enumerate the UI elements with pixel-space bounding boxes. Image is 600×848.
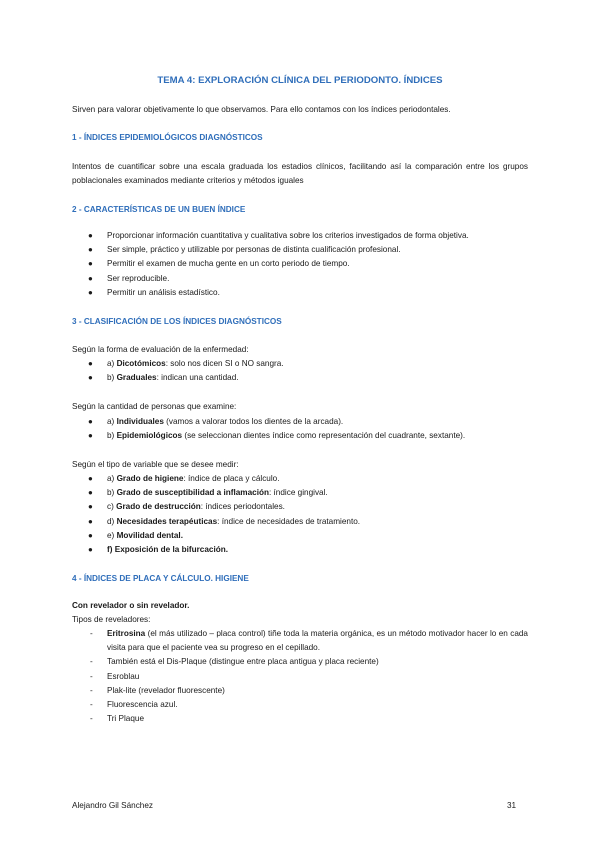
list-item: ● e) Movilidad dental.	[72, 529, 528, 543]
list-item: ● d) Necesidades terapéuticas: índice de necesidades de tratamiento.	[72, 515, 528, 529]
persons-list	[72, 415, 528, 443]
list-item: ● Proporcionar información cuantitativa y cualitativa sobre los criterios investigados de forma objetiva.	[72, 229, 528, 243]
section-1-heading: 1 - ÍNDICES EPIDEMIOLÓGICOS DIAGNÓSTICOS	[72, 133, 263, 142]
bullet-icon: ●	[88, 231, 93, 240]
intro-paragraph: Sirven para valorar objetivamente lo que observamos. Para ello contamos con los índices periodontales.	[72, 105, 451, 114]
list-item: - También está el Dis-Plaque (distingue entre placa antigua y placa reciente)	[72, 655, 528, 669]
list-item: ● Permitir un análisis estadístico.	[72, 286, 528, 300]
list-item: ● Ser simple, práctico y utilizable por personas de distinta cualificación profesional.	[72, 243, 528, 257]
bullet-icon: ●	[88, 545, 93, 555]
list-item: ● Ser reproducible.	[72, 272, 528, 286]
footer-author: Alejandro Gil Sánchez	[72, 801, 154, 810]
bullet-icon: ●	[88, 488, 93, 498]
list-item: ● b) Graduales: indican una cantidad.	[72, 371, 528, 385]
dash-icon: -	[90, 657, 93, 667]
group-1-intro: Según la forma de evaluación de la enfermedad:	[72, 345, 249, 354]
bullet-icon: ●	[88, 417, 93, 426]
list-item: ● f) Exposición de la bifurcación.	[72, 543, 528, 557]
revealers-list	[72, 627, 528, 726]
variable-list	[72, 472, 528, 557]
list-item: - Eritrosina (el más utilizado – placa control) tiñe toda la materia orgánica, es un método motivador hacer lo en cada visita para que el paciente vea su progreso en el cepillado.	[90, 629, 528, 653]
list-item: - Plak-lite (revelador fluorescente)	[72, 684, 528, 698]
list-item: ● b) Epidemiológicos (se seleccionan dientes índice como representación del cuadrante, sextante).	[72, 429, 528, 443]
group-3-intro: Según el tipo de variable que se desee medir:	[72, 460, 239, 469]
page-title: TEMA 4: EXPLORACIÓN CLÍNICA DEL PERIODONTO. ÍNDICES	[157, 75, 443, 86]
list-item: ● Permitir el examen de mucha gente en un corto periodo de tiempo.	[72, 257, 528, 271]
bullet-icon: ●	[88, 359, 93, 368]
bullet-icon: ●	[88, 373, 93, 383]
list-item: - Esroblau	[72, 670, 528, 684]
bullet-icon: ●	[88, 273, 93, 283]
bullet-icon: ●	[88, 431, 93, 441]
dash-icon: -	[90, 629, 93, 638]
bullet-icon: ●	[88, 245, 93, 255]
list-item: ● a) Dicotómicos: solo nos dicen SI o NO sangra.	[72, 357, 528, 371]
dash-icon: -	[90, 685, 93, 695]
bullet-icon: ●	[88, 502, 93, 512]
characteristics-list	[72, 229, 528, 300]
bullet-icon: ●	[88, 474, 93, 483]
bullet-icon: ●	[88, 530, 93, 540]
list-item: ● b) Grado de susceptibilidad a inflamación: índice gingival.	[72, 486, 528, 500]
list-item: - Fluorescencia azul.	[72, 698, 528, 712]
dash-icon: -	[90, 700, 93, 710]
bullet-icon: ●	[88, 287, 93, 297]
revelador-subheading: Con revelador o sin revelador.	[72, 601, 190, 610]
types-intro: Tipos de reveladores:	[72, 615, 151, 624]
list-item: - Tri Plaque	[72, 712, 528, 726]
bullet-icon: ●	[88, 516, 93, 526]
list-item: ● c) Grado de destrucción: índices periodontales.	[72, 500, 528, 514]
evaluation-list	[72, 357, 528, 385]
list-item: ● a) Individuales (vamos a valorar todos los dientes de la arcada).	[72, 415, 528, 429]
section-1-text: Intentos de cuantificar sobre una escala graduada los estadios clínicos, facilitando así la comparación entre los grupos poblacionales examinados mediante criterios y métodos iguales	[72, 162, 528, 186]
dash-icon: -	[90, 714, 93, 724]
dash-icon: -	[90, 671, 93, 681]
section-2-heading: 2 - CARACTERÍSTICAS DE UN BUEN ÍNDICE	[72, 205, 246, 214]
section-3-heading: 3 - CLASIFICACIÓN DE LOS ÍNDICES DIAGNÓSTICOS	[72, 317, 282, 326]
page-number: 31	[507, 801, 517, 810]
group-2-intro: Según la cantidad de personas que examine:	[72, 402, 237, 411]
list-item: ● a) Grado de higiene: índice de placa y cálculo.	[72, 472, 528, 486]
section-4-heading: 4 - ÍNDICES DE PLACA Y CÁLCULO. HIGIENE	[72, 574, 249, 583]
bullet-icon: ●	[88, 259, 93, 269]
